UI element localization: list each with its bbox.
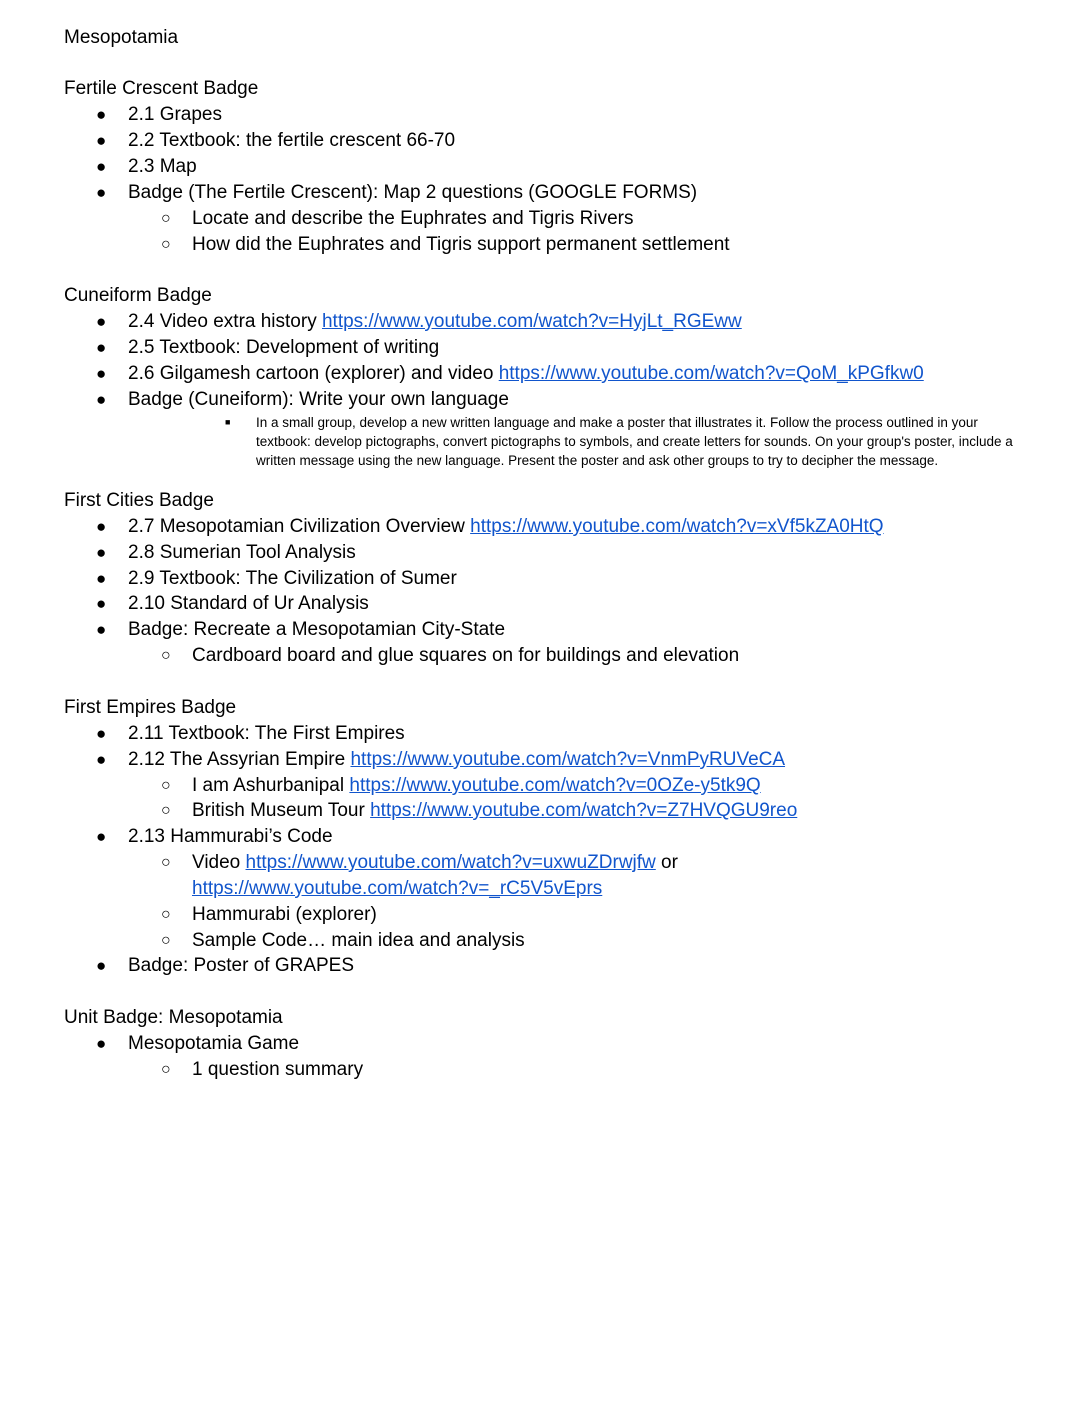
sub-list-item-text bbox=[192, 852, 678, 874]
list-item-text bbox=[128, 363, 924, 385]
sub-list-item bbox=[0, 852, 1088, 874]
bullet-icon: ● bbox=[96, 543, 107, 562]
list-item bbox=[0, 723, 1088, 745]
list-item-text: Badge: Recreate a Mesopotamian City-State bbox=[128, 619, 506, 640]
sub-list-item-text: Cardboard board and glue squares on for buildings and elevation bbox=[192, 645, 740, 666]
hollow-bullet-icon: ○ bbox=[161, 802, 171, 819]
bullet-icon: ● bbox=[96, 390, 107, 409]
sub-list-item-text: Locate and describe the Euphrates and Tigris Rivers bbox=[192, 208, 634, 229]
video-link[interactable]: https://www.youtube.com/watch?v=xVf5kZA0HtQ bbox=[470, 516, 884, 537]
sub-list-item bbox=[0, 234, 1088, 256]
sub-list-item bbox=[0, 775, 1088, 797]
video-link[interactable]: https://www.youtube.com/watch?v=uxwuZDrwjfw bbox=[245, 852, 656, 873]
list-item bbox=[0, 826, 1088, 848]
sub-list-item-text bbox=[192, 775, 761, 797]
bullet-icon: ● bbox=[96, 956, 107, 975]
bullet-icon: ● bbox=[96, 1034, 107, 1053]
section-heading-first-empires: First Empires Badge bbox=[64, 697, 237, 718]
item-label: 2.4 Video extra history bbox=[128, 311, 322, 332]
list-item-text: Mesopotamia Game bbox=[128, 1033, 300, 1054]
list-item bbox=[0, 749, 1088, 771]
list-item bbox=[0, 542, 1088, 564]
list-item bbox=[0, 130, 1088, 152]
hollow-bullet-icon: ○ bbox=[161, 906, 171, 923]
bullet-icon: ● bbox=[96, 827, 107, 846]
bullet-icon: ● bbox=[96, 594, 107, 613]
sub-list-item bbox=[0, 930, 1088, 952]
list-item-text: 2.3 Map bbox=[128, 156, 197, 177]
bullet-icon: ● bbox=[96, 105, 107, 124]
hollow-bullet-icon: ○ bbox=[161, 777, 171, 794]
hollow-bullet-icon: ○ bbox=[161, 854, 171, 871]
sub-list-item bbox=[0, 645, 1088, 667]
hollow-bullet-icon: ○ bbox=[161, 1061, 171, 1078]
video-link[interactable]: https://www.youtube.com/watch?v=0OZe-y5tk9Q bbox=[349, 775, 761, 796]
hollow-bullet-icon: ○ bbox=[161, 647, 171, 664]
list-item-text: 2.13 Hammurabi’s Code bbox=[128, 826, 333, 847]
video-link[interactable]: https://www.youtube.com/watch?v=Z7HVQGU9reo bbox=[370, 800, 798, 821]
sub-list-item-text bbox=[192, 878, 602, 900]
square-bullet-icon: ■ bbox=[225, 417, 231, 427]
item-label: 2.7 Mesopotamian Civilization Overview bbox=[128, 516, 471, 537]
list-item-text: 2.2 Textbook: the fertile crescent 66-70 bbox=[128, 130, 456, 151]
sub-list-item-text: 1 question summary bbox=[192, 1059, 364, 1080]
bullet-icon: ● bbox=[96, 620, 107, 639]
item-label: I am Ashurbanipal bbox=[192, 775, 350, 796]
sub-list-item-text bbox=[192, 800, 797, 822]
video-link[interactable]: https://www.youtube.com/watch?v=HyjLt_RGEww bbox=[321, 311, 742, 332]
section-heading-unit-badge: Unit Badge: Mesopotamia bbox=[64, 1007, 283, 1028]
sub-list-item bbox=[0, 800, 1088, 822]
list-item-text: 2.11 Textbook: The First Empires bbox=[128, 723, 405, 744]
bullet-icon: ● bbox=[96, 724, 107, 743]
list-item-text: Badge (Cuneiform): Write your own language bbox=[128, 389, 509, 410]
list-item-text: 2.9 Textbook: The Civilization of Sumer bbox=[128, 568, 457, 589]
list-item-text: 2.10 Standard of Ur Analysis bbox=[128, 593, 369, 614]
bullet-icon: ● bbox=[96, 750, 107, 769]
list-item bbox=[0, 389, 1088, 411]
bullet-icon: ● bbox=[96, 312, 107, 331]
video-link[interactable]: https://www.youtube.com/watch?v=VnmPyRUVeCA bbox=[350, 749, 786, 770]
bullet-icon: ● bbox=[96, 569, 107, 588]
list-item bbox=[0, 568, 1088, 590]
item-label: British Museum Tour bbox=[192, 800, 371, 821]
list-item bbox=[0, 182, 1088, 204]
hollow-bullet-icon: ○ bbox=[161, 236, 171, 253]
section-heading-cuneiform: Cuneiform Badge bbox=[64, 285, 212, 306]
list-item-text bbox=[128, 516, 884, 538]
bullet-icon: ● bbox=[96, 131, 107, 150]
list-item-text: 2.5 Textbook: Development of writing bbox=[128, 337, 440, 358]
sub-list-item bbox=[0, 904, 1088, 926]
list-item-text: Badge (The Fertile Crescent): Map 2 questions (GOOGLE FORMS) bbox=[128, 182, 698, 203]
list-item-text: 2.8 Sumerian Tool Analysis bbox=[128, 542, 356, 563]
video-link-alt[interactable]: https://www.youtube.com/watch?v=_rC5V5vEprs bbox=[192, 878, 603, 899]
list-item bbox=[0, 1033, 1088, 1055]
list-item bbox=[0, 619, 1088, 641]
item-label: 2.6 Gilgamesh cartoon (explorer) and video bbox=[128, 363, 499, 384]
sub-list-item-text: Sample Code… main idea and analysis bbox=[192, 930, 525, 951]
bullet-icon: ● bbox=[96, 338, 107, 357]
bullet-icon: ● bbox=[96, 517, 107, 536]
bullet-icon: ● bbox=[96, 157, 107, 176]
item-label: 2.12 The Assyrian Empire bbox=[128, 749, 351, 770]
list-item bbox=[0, 337, 1088, 359]
list-item-text: 2.1 Grapes bbox=[128, 104, 222, 125]
list-item-text: Badge: Poster of GRAPES bbox=[128, 955, 355, 976]
sub-list-item-text: Hammurabi (explorer) bbox=[192, 904, 377, 925]
list-item bbox=[0, 104, 1088, 126]
list-item bbox=[0, 311, 1088, 333]
bullet-icon: ● bbox=[96, 364, 107, 383]
list-item-text bbox=[128, 311, 742, 333]
document-title: Mesopotamia bbox=[64, 27, 179, 48]
assignment-note: In a small group, develop a new written language and make a poster that illustrates it. Follow the process outlined in your textbook: develop pictographs, convert pictographs to symbols, and create letters for sounds. On your group's poster, include a written message using the new language. Present the poster and ask other groups to try to decipher the message. bbox=[256, 415, 1013, 468]
sub-list-item bbox=[0, 208, 1088, 230]
section-heading-fertile-crescent: Fertile Crescent Badge bbox=[64, 78, 259, 99]
sub-list-item-text: How did the Euphrates and Tigris support permanent settlement bbox=[192, 234, 730, 255]
item-connector: or bbox=[655, 852, 678, 873]
hollow-bullet-icon: ○ bbox=[161, 932, 171, 949]
section-heading-first-cities: First Cities Badge bbox=[64, 490, 214, 511]
list-item bbox=[0, 363, 1088, 385]
item-label: Video bbox=[192, 852, 246, 873]
list-item bbox=[0, 955, 1088, 977]
list-item-text bbox=[128, 749, 785, 771]
sub-list-item-continuation bbox=[0, 878, 1088, 900]
bullet-icon: ● bbox=[96, 183, 107, 202]
sub-list-item bbox=[0, 1059, 1088, 1081]
list-item bbox=[0, 156, 1088, 178]
list-item bbox=[0, 516, 1088, 538]
video-link[interactable]: https://www.youtube.com/watch?v=QoM_kPGfkw0 bbox=[498, 363, 924, 384]
list-item bbox=[0, 593, 1088, 615]
hollow-bullet-icon: ○ bbox=[161, 210, 171, 227]
